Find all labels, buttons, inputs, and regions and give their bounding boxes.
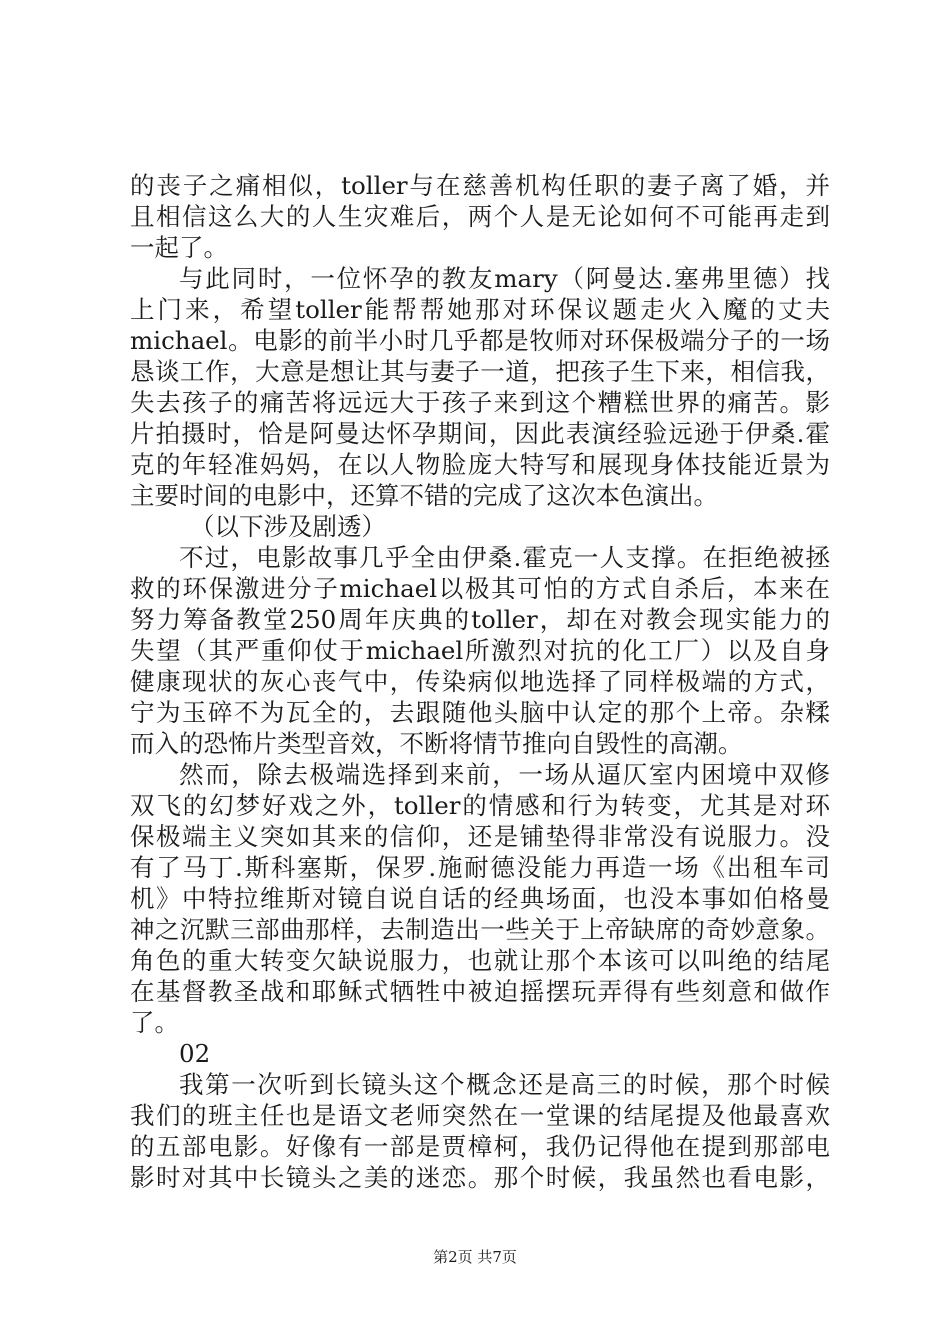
spoiler-note (130, 511, 830, 542)
text-line: 上门来，希望toller能帮帮她那对环保议题走火入魔的丈夫 (130, 295, 830, 324)
text-line: 我们的班主任也是语文老师突然在一堂课的结尾提及他最喜欢 (130, 1101, 830, 1130)
text-line: 与此同时，一位怀孕的教友mary（阿曼达.塞弗里德）找 (179, 264, 830, 293)
paragraph (130, 542, 830, 759)
paragraph (130, 759, 830, 1038)
page-footer (0, 1247, 950, 1267)
text-line: 双飞的幻梦好戏之外，toller的情感和行为转变，尤其是对环 (130, 791, 830, 820)
text-line: 影时对其中长镜头之美的迷恋。那个时候，我虽然也看电影， (130, 1163, 830, 1192)
text-line: 健康现状的灰心丧气中，传染病似地选择了同样极端的方式， (130, 667, 830, 696)
text-line: 而入的恐怖片类型音效，不断将情节推向自毁性的高潮。 (130, 729, 743, 758)
text-line: 角色的重大转变欠缺说服力，也就让那个本该可以叫绝的结尾 (130, 946, 830, 975)
text-line: 然而，除去极端选择到来前，一场从逼仄室内困境中双修 (179, 760, 830, 789)
text-line: 片拍摄时，恰是阿曼达怀孕期间，因此表演经验远逊于伊桑.霍 (130, 419, 830, 448)
text-line: 且相信这么大的人生灾难后，两个人是无论如何不可能再走到 (130, 202, 830, 231)
paragraph (130, 263, 830, 511)
text-line: 我第一次听到长镜头这个概念还是高三的时候，那个时候 (179, 1070, 830, 1099)
text-line: 保极端主义突如其来的信仰，还是铺垫得非常没有说服力。没 (130, 822, 830, 851)
text-line: 救的环保激进分子michael以极其可怕的方式自杀后，本来在 (130, 574, 830, 603)
page-number: 第2页 共7页 (433, 1248, 517, 1266)
text-line: 努力筹备教堂250周年庆典的toller，却在对教会现实能力的 (130, 605, 830, 634)
text-line: 的丧子之痛相似，toller与在慈善机构任职的妻子离了婚，并 (130, 171, 830, 200)
text-line: 克的年轻准妈妈，在以人物脸庞大特写和展现身体技能近景为 (130, 450, 830, 479)
text-line: 有了马丁.斯科塞斯，保罗.施耐德没能力再造一场《出租车司 (130, 853, 830, 882)
text-line: 了。 (130, 1008, 179, 1037)
text-line: 主要时间的电影中，还算不错的完成了这次本色演出。 (130, 481, 718, 510)
text-line: 一起了。 (130, 233, 228, 262)
document-body (130, 170, 830, 1193)
text-line: （以下涉及剧透） (190, 512, 386, 541)
text-line: 02 (179, 1039, 211, 1068)
text-line: 的五部电影。好像有一部是贾樟柯，我仍记得他在提到那部电 (130, 1132, 830, 1161)
text-line: 神之沉默三部曲那样，去制造出一些关于上帝缺席的奇妙意象。 (130, 915, 830, 944)
text-line: 失望（其严重仰仗于michael所激烈对抗的化工厂）以及自身 (130, 636, 830, 665)
text-line: 恳谈工作，大意是想让其与妻子一道，把孩子生下来，相信我， (130, 357, 830, 386)
text-line: 在基督教圣战和耶稣式牺牲中被迫摇摆玩弄得有些刻意和做作 (130, 977, 830, 1006)
paragraph (130, 1069, 830, 1193)
text-line: 失去孩子的痛苦将远远大于孩子来到这个糟糕世界的痛苦。影 (130, 388, 830, 417)
paragraph (130, 170, 830, 263)
text-line: 宁为玉碎不为瓦全的，去跟随他头脑中认定的那个上帝。杂糅 (130, 698, 830, 727)
text-line: michael。电影的前半小时几乎都是牧师对环保极端分子的一场 (130, 326, 830, 355)
text-line: 机》中特拉维斯对镜自说自话的经典场面，也没本事如伯格曼 (130, 884, 830, 913)
text-line: 不过，电影故事几乎全由伊桑.霍克一人支撑。在拒绝被拯 (179, 543, 830, 572)
section-number (130, 1038, 830, 1069)
